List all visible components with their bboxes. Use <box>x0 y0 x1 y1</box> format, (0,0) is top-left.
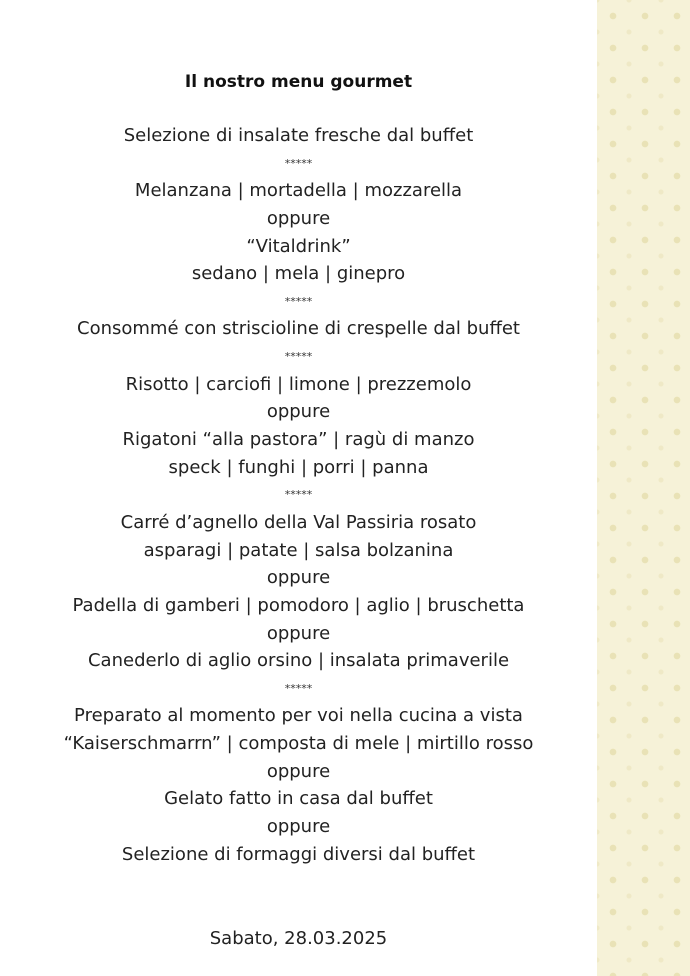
menu-item: oppure <box>266 816 331 838</box>
menu-item: Melanzana | mortadella | mozzarella <box>134 180 463 202</box>
menu-item: Consommé con striscioline di crespelle dal buffet <box>77 318 520 340</box>
menu-item: Selezione di formaggi diversi dal buffet <box>121 843 476 865</box>
menu-item: Risotto | carciofi | limone | prezzemolo <box>125 373 472 395</box>
course-separator: ***** <box>284 350 313 364</box>
menu-item: Canederlo di aglio orsino | insalata primaverile <box>87 650 510 672</box>
menu-item: oppure <box>266 760 331 782</box>
menu-item: sedano | mela | ginepro <box>191 263 406 285</box>
menu-item: oppure <box>266 207 331 229</box>
menu-item: speck | funghi | porri | panna <box>168 456 429 478</box>
menu-list <box>0 122 597 868</box>
menu-item: Selezione di insalate fresche dal buffet <box>123 125 474 146</box>
menu-item: oppure <box>266 622 331 644</box>
menu-item: “Kaiserschmarrn” | composta di mele | mirtillo rosso <box>63 733 534 755</box>
course-separator: ***** <box>284 488 313 502</box>
menu-item: Gelato fatto in casa dal buffet <box>164 788 433 810</box>
menu-item: oppure <box>266 567 331 589</box>
decorative-side-pattern <box>597 0 690 976</box>
menu-item: “Vitaldrink” <box>246 235 351 257</box>
menu-item: asparagi | patate | salsa bolzanina <box>143 539 454 561</box>
menu-date: Sabato, 28.03.2025 <box>209 928 388 949</box>
menu-item: Padella di gamberi | pomodoro | aglio | bruschetta <box>72 594 525 616</box>
menu-item: Preparato al momento per voi nella cucina a vista <box>74 705 523 727</box>
menu-item: oppure <box>266 401 331 423</box>
menu-item: Carré d’agnello della Val Passiria rosato <box>120 511 477 533</box>
course-separator: ***** <box>284 294 313 308</box>
menu-item: Rigatoni “alla pastora” | ragù di manzo <box>122 429 475 451</box>
course-separator: ***** <box>284 681 313 695</box>
menu-title: Il nostro menu gourmet <box>184 72 413 92</box>
course-separator: ***** <box>284 156 313 170</box>
